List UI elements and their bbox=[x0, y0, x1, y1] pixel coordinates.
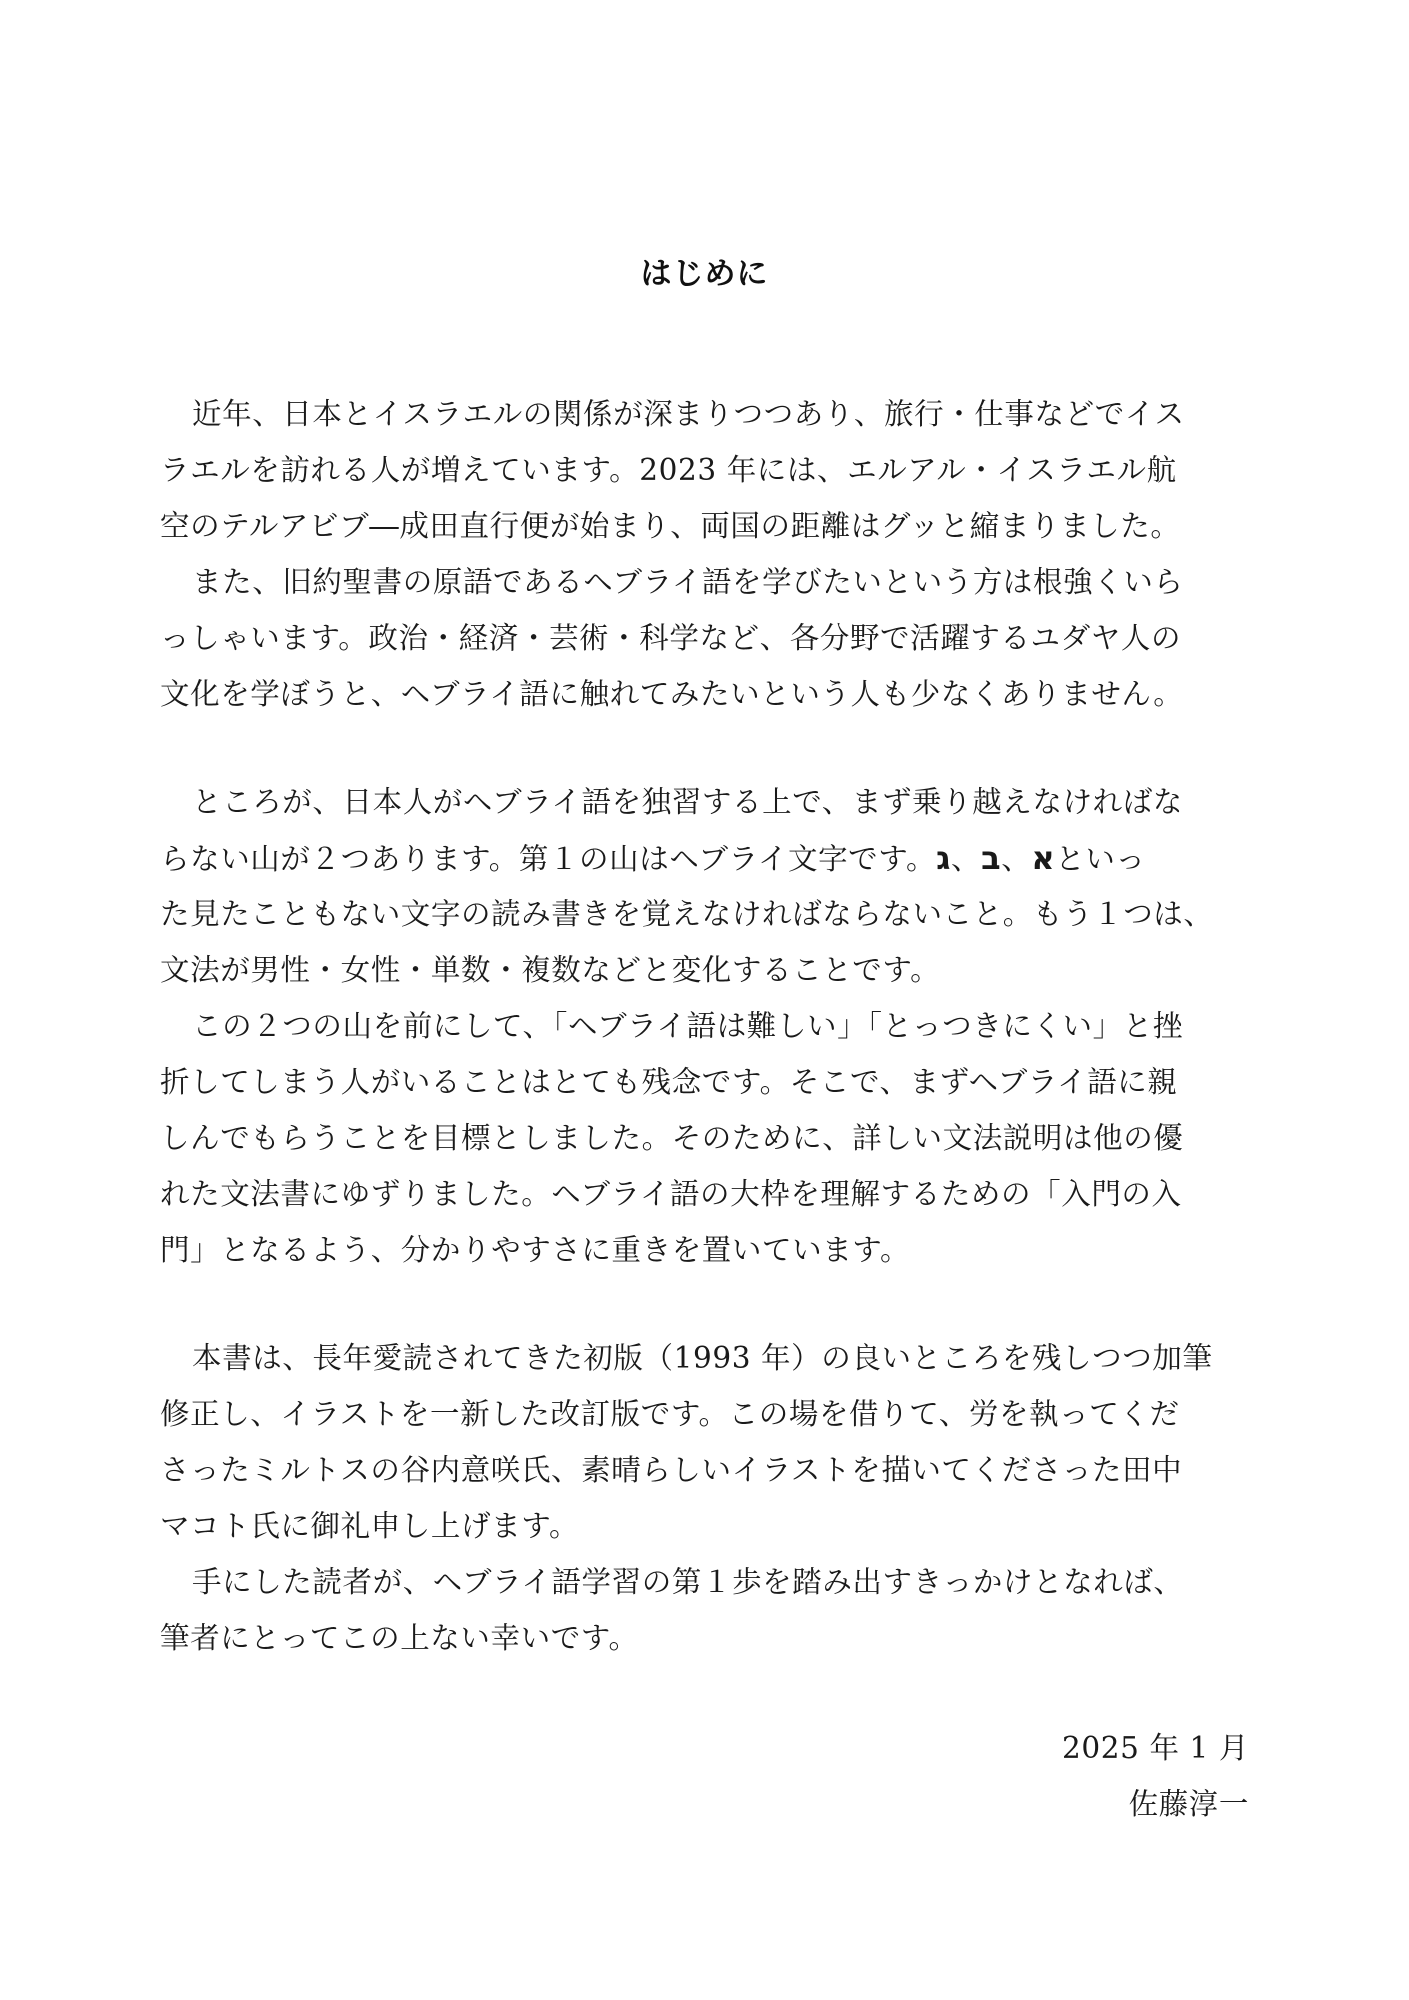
paragraph-4 bbox=[160, 998, 1260, 1278]
separator: 、 bbox=[951, 842, 982, 876]
text-line: れた文法書にゆずりました。ヘブライ語の大枠を理解するための「入門の入 bbox=[160, 1177, 1182, 1211]
text-line: 空のテルアビブ―成田直行便が始まり、両国の距離はグッと縮まりました。 bbox=[160, 509, 1181, 543]
document-body bbox=[160, 386, 1260, 1666]
text-line: この２つの山を前にして、「ヘブライ語は難しい」「とっつきにくい」と挫 bbox=[192, 1009, 1183, 1043]
paragraph-3 bbox=[160, 774, 1260, 998]
text-line-with-hebrew bbox=[160, 830, 1260, 886]
hebrew-letter-gimel: ג bbox=[936, 839, 952, 877]
text-segment: といっ bbox=[1055, 842, 1146, 876]
text-line: た見たこともない文字の読み書きを覚えなければならないこと。もう１つは、 bbox=[160, 897, 1214, 931]
text-segment: らない山が２つあります。第１の山はヘブライ文字です。 bbox=[160, 842, 937, 876]
signature-block bbox=[1062, 1720, 1249, 1832]
text-line: 門」となるよう、分かりやすさに重きを置いています。 bbox=[160, 1233, 911, 1267]
text-line: 本書は、長年愛読されてきた初版（1993 年）の良いところを残しつつ加筆 bbox=[192, 1341, 1213, 1375]
text-line: 近年、日本とイスラエルの関係が深まりつつあり、旅行・仕事などでイス bbox=[192, 397, 1185, 431]
text-line: 修正し、イラストを一新した改訂版です。この場を借りて、労を執ってくだ bbox=[160, 1397, 1180, 1431]
paragraph-6 bbox=[160, 1554, 1260, 1666]
separator: 、 bbox=[1001, 842, 1032, 876]
paragraph-5 bbox=[160, 1330, 1260, 1554]
signature-date: 2025 年 1 月 bbox=[1062, 1731, 1249, 1765]
text-line: 文法が男性・女性・単数・複数などと変化することです。 bbox=[160, 953, 941, 987]
text-line: 筆者にとってこの上ない幸いです。 bbox=[160, 1621, 639, 1655]
hebrew-letter-alef: א bbox=[1031, 839, 1056, 877]
hebrew-letter-bet: ב bbox=[981, 839, 1002, 877]
text-line: 文化を学ぼうと、ヘブライ語に触れてみたいという人も少なくありません。 bbox=[160, 677, 1184, 711]
text-line: 手にした読者が、ヘブライ語学習の第１歩を踏み出すきっかけとなれば、 bbox=[192, 1565, 1184, 1599]
paragraph-1 bbox=[160, 386, 1260, 554]
section-gap bbox=[160, 1278, 1260, 1330]
text-line: また、旧約聖書の原語であるヘブライ語を学びたいという方は根強くいら bbox=[192, 565, 1184, 599]
text-line: しんでもらうことを目標としました。そのために、詳しい文法説明は他の優 bbox=[160, 1121, 1184, 1155]
text-line: さったミルトスの谷内意咲氏、素晴らしいイラストを描いてくださった田中 bbox=[160, 1453, 1183, 1487]
signature-author: 佐藤淳一 bbox=[1128, 1787, 1249, 1821]
paragraph-2 bbox=[160, 554, 1260, 722]
text-line: マコト氏に御礼申し上げます。 bbox=[160, 1509, 580, 1543]
section-gap bbox=[160, 722, 1260, 774]
text-line: 折してしまう人がいることはとても残念です。そこで、まずヘブライ語に親 bbox=[160, 1065, 1178, 1099]
text-line: ところが、日本人がヘブライ語を独習する上で、まず乗り越えなければな bbox=[192, 785, 1183, 819]
text-line: ラエルを訪れる人が増えています。2023 年には、エルアル・イスラエル航 bbox=[160, 453, 1177, 487]
text-line: っしゃいます。政治・経済・芸術・科学など、各分野で活躍するユダヤ人の bbox=[160, 621, 1182, 655]
page-title: はじめに bbox=[640, 256, 769, 292]
